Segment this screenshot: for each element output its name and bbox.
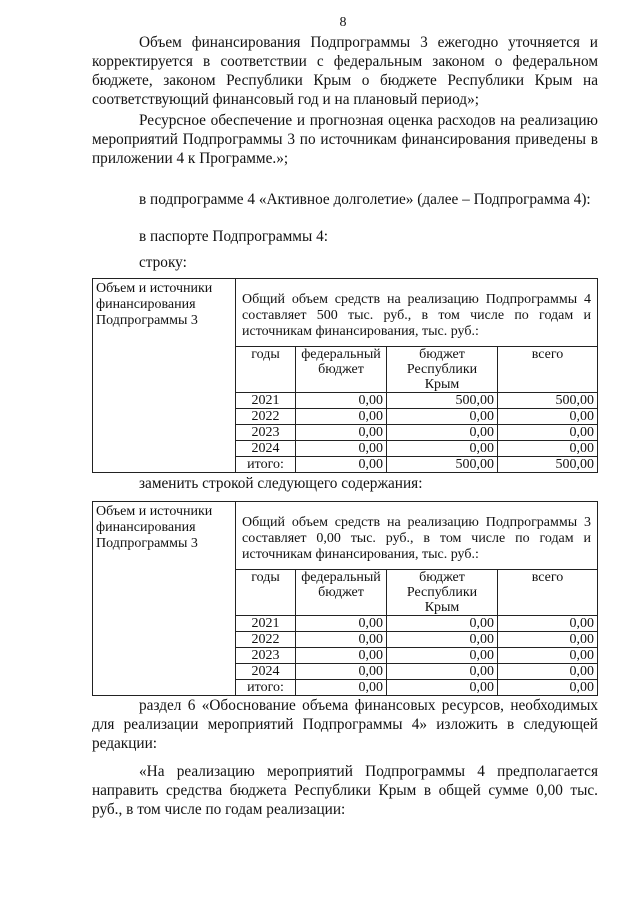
header-cell: годы [236, 570, 296, 616]
table-row [236, 409, 597, 425]
cell: 2024 [236, 664, 296, 680]
cell: 0,00 [498, 616, 598, 632]
header-cell: федеральный бюджет [296, 570, 387, 616]
table-row [236, 648, 597, 664]
table-row [236, 664, 597, 680]
cell: 0,00 [498, 409, 598, 425]
header-cell: федеральный бюджет [296, 347, 387, 393]
passport-table-old [92, 278, 598, 473]
cell: 0,00 [387, 616, 498, 632]
cell: 0,00 [498, 425, 598, 441]
cell: 0,00 [498, 632, 598, 648]
top-paragraphs [92, 33, 598, 168]
header-cell: всего [498, 347, 598, 393]
cell: 2022 [236, 632, 296, 648]
funding-table [236, 346, 597, 472]
table-description: Общий объем средств на реализацию Подпрограммы 3 составляет 0,00 тыс. руб., в том числе по годам и источникам финансирования, тыс. руб.: [242, 515, 591, 562]
cell: 0,00 [296, 457, 387, 473]
cell: 2021 [236, 393, 296, 409]
table-row [236, 393, 597, 409]
table-description: Общий объем средств на реализацию Подпрограммы 4 составляет 500 тыс. руб., в том числе по годам и источникам финансирования, тыс. руб.: [242, 292, 591, 339]
header-cell: бюджет Республики Крым [387, 570, 498, 616]
table-label: Объем и источники финансирования Подпрограммы 3 [93, 502, 236, 696]
cell: 0,00 [498, 648, 598, 664]
table-row [236, 616, 597, 632]
cell: 500,00 [498, 393, 598, 409]
replace-line: заменить строкой следующего содержания: [139, 475, 423, 492]
funding-block [92, 762, 598, 819]
cell: 0,00 [498, 441, 598, 457]
cell: 0,00 [296, 441, 387, 457]
row-line: строку: [139, 254, 187, 271]
cell: 0,00 [296, 393, 387, 409]
funding-table [236, 569, 597, 695]
table-row [236, 680, 597, 696]
cell: 0,00 [387, 680, 498, 696]
cell: 0,00 [296, 425, 387, 441]
subprogram4-line: в подпрограмме 4 «Активное долголетие» (далее – Подпрограмма 4): [139, 191, 591, 208]
cell: 0,00 [387, 409, 498, 425]
table-row [236, 632, 597, 648]
table-label: Объем и источники финансирования Подпрограммы 3 [93, 279, 236, 473]
cell: 2021 [236, 616, 296, 632]
cell: 500,00 [387, 393, 498, 409]
cell: 2023 [236, 425, 296, 441]
cell: итого: [236, 457, 296, 473]
paragraph: Объем финансирования Подпрограммы 3 ежегодно уточняется и корректируется в соответствии с федеральным законом о федеральном бюджете, законом Республики Крым о бюджете Республики Крым на соответствующий финансовый год и на плановый период»; [92, 34, 598, 108]
header-cell: бюджет Республики Крым [387, 347, 498, 393]
cell: 2022 [236, 409, 296, 425]
cell: 0,00 [387, 425, 498, 441]
passport-line: в паспорте Подпрограммы 4: [139, 228, 328, 245]
cell: 0,00 [387, 441, 498, 457]
cell: 500,00 [498, 457, 598, 473]
cell: 2023 [236, 648, 296, 664]
cell: 0,00 [387, 648, 498, 664]
section6-block [92, 696, 598, 753]
cell: 0,00 [387, 664, 498, 680]
cell: 0,00 [296, 632, 387, 648]
table-row [236, 425, 597, 441]
cell: 0,00 [296, 664, 387, 680]
table-row [236, 441, 597, 457]
table-row [236, 457, 597, 473]
paragraph: «На реализацию мероприятий Подпрограммы 4 предполагается направить средства бюджета Республики Крым в общей сумме 0,00 тыс. руб., в том числе по годам реализации: [92, 763, 598, 818]
header-cell: годы [236, 347, 296, 393]
cell: 0,00 [296, 680, 387, 696]
page-number: 8 [339, 15, 347, 30]
cell: 0,00 [296, 409, 387, 425]
cell: 500,00 [387, 457, 498, 473]
cell: 0,00 [498, 680, 598, 696]
paragraph: Ресурсное обеспечение и прогнозная оценка расходов на реализацию мероприятий Подпрограммы 3 по источникам финансирования приведены в приложении 4 к Программе.»; [92, 112, 598, 167]
cell: 0,00 [296, 648, 387, 664]
passport-table-new [92, 501, 598, 696]
cell: 2024 [236, 441, 296, 457]
cell: 0,00 [296, 616, 387, 632]
cell: 0,00 [498, 664, 598, 680]
cell: 0,00 [387, 632, 498, 648]
header-cell: всего [498, 570, 598, 616]
cell: итого: [236, 680, 296, 696]
paragraph: раздел 6 «Обоснование объема финансовых ресурсов, необходимых для реализации мероприятий Подпрограммы 4» изложить в следующей редакции: [92, 697, 598, 752]
